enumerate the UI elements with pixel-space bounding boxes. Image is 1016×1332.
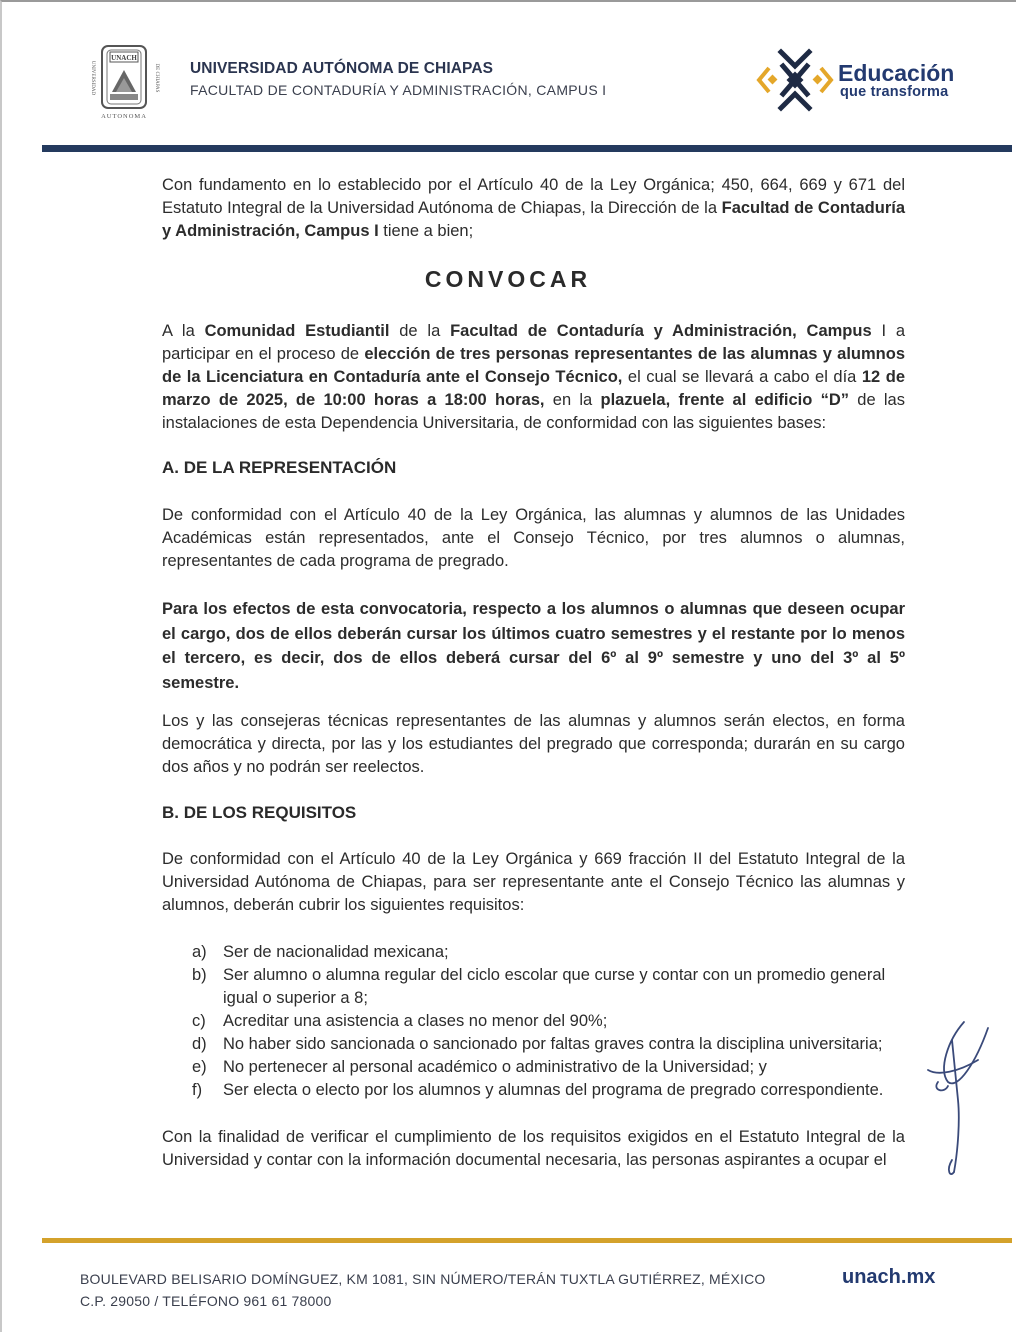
- representation-paragraph: De conformidad con el Artículo 40 de la Ley Orgánica, las alumnas y alumnos de las Unidades Académicas están representados, ante el Consejo Técnico, por tres alumnos o alumnas, representantes de cada programa de pregrado.: [162, 506, 905, 570]
- list-item: [192, 1079, 905, 1102]
- list-item: [192, 1033, 905, 1056]
- faculty-name: FACULTAD DE CONTADURÍA Y ADMINISTRACIÓN, CAMPUS I: [190, 82, 607, 98]
- convocation-paragraph: [162, 320, 905, 435]
- list-item-letter: f): [192, 1081, 203, 1099]
- text-run: elección de tres personas representantes de las alumnas y alumnos de la Licenciatura en Contaduría ante el Consejo Técnico,: [162, 345, 906, 386]
- text-run: de la: [389, 322, 451, 340]
- text-run: plazuela, frente al edificio “D”: [600, 391, 850, 409]
- section-heading-representation: A. DE LA REPRESENTACIÓN: [162, 458, 397, 477]
- list-item: [192, 1010, 905, 1033]
- text-run: I a participar en el proceso de: [162, 322, 906, 363]
- footer-website-link[interactable]: unach.mx: [842, 1266, 936, 1288]
- text-run: en la: [544, 391, 601, 409]
- list-item-letter: b): [192, 966, 207, 984]
- slogan-title: Educación: [838, 60, 955, 86]
- list-item-letter: e): [192, 1058, 207, 1076]
- text-run: Facultad de Contaduría y Administración, Campus I: [162, 199, 905, 240]
- list-item-text: Ser alumno o alumna regular del ciclo escolar que curse y contar con un promedio general igual o superior a 8;: [223, 966, 886, 1007]
- list-item-text: Ser electa o electo por los alumnos y alumnas del programa de pregrado correspondiente.: [223, 1081, 884, 1099]
- footer-postal-phone: C.P. 29050 / TELÉFONO 961 61 78000: [80, 1293, 332, 1309]
- text-run: el cual se llevará a cabo el día: [622, 368, 862, 386]
- seal-right-text: DE CHIAPAS: [154, 63, 159, 93]
- footer-divider: [42, 1238, 1012, 1243]
- handwritten-signature: [918, 1010, 998, 1180]
- text-run: Con fundamento en lo establecido por el Artículo 40 de la Ley Orgánica; 450, 664, 669 y 671 del Estatuto Integral de la Universidad Autónoma de Chiapas, la Dirección de la: [162, 176, 905, 217]
- section-heading-requirements: B. DE LOS REQUISITOS: [162, 803, 357, 822]
- university-name: UNIVERSIDAD AUTÓNOMA DE CHIAPAS: [190, 60, 494, 77]
- slogan-subtitle: que transforma: [840, 84, 949, 100]
- list-item-text: Acreditar una asistencia a clases no menor del 90%;: [223, 1012, 608, 1030]
- intro-paragraph: [162, 174, 905, 243]
- seal-bottom-text: AUTONOMA: [101, 113, 147, 120]
- text-run: tiene a bien;: [378, 222, 474, 240]
- requirements-list: [192, 941, 905, 1102]
- university-seal-icon: [80, 42, 168, 122]
- list-item: [192, 964, 905, 1010]
- text-run: Facultad de Contaduría y Administración, Campus: [450, 322, 872, 340]
- list-item: [192, 1056, 905, 1079]
- text-run: 12 de marzo de 2025, de 10:00 horas a 18:00 horas,: [162, 368, 905, 409]
- education-logo-icon: [755, 44, 835, 116]
- list-item-text: No haber sido sancionada o sancionado por faltas graves contra la disciplina universitaria;: [223, 1035, 883, 1053]
- requirements-intro-paragraph: De conformidad con el Artículo 40 de la Ley Orgánica y 669 fracción II del Estatuto Integral de la Universidad Autónoma de Chiapas, para ser representante ante el Consejo Técnico las alumnas y alumnos, deberán cubrir los siguientes requisitos:: [162, 850, 905, 914]
- document-title: CONVOCAR: [424, 266, 592, 292]
- list-item-text: No pertenecer al personal académico o administrativo de la Universidad; y: [223, 1058, 767, 1076]
- list-item-letter: c): [192, 1012, 206, 1030]
- seal-left-text: UNIVERSIDAD: [90, 60, 95, 96]
- text-run: Comunidad Estudiantil: [204, 322, 390, 340]
- list-item-letter: a): [192, 943, 207, 961]
- election-paragraph: Los y las consejeras técnicas representantes de las alumnas y alumnos serán electos, en forma democrática y directa, por las y los estudiantes del pregrado que corresponda; durarán en su cargo dos años y no podrán ser reelectos.: [162, 712, 905, 776]
- text-run: A la: [162, 322, 205, 340]
- footer-address: BOULEVARD BELISARIO DOMÍNGUEZ, KM 1081, SIN NÚMERO/TERÁN TUXTLA GUTIÉRREZ, MÉXICO: [80, 1271, 766, 1287]
- list-item: [192, 941, 905, 964]
- seal-top-text: UNACH: [111, 54, 137, 62]
- list-item-text: Ser de nacionalidad mexicana;: [223, 943, 449, 961]
- effects-paragraph: Para los efectos de esta convocatoria, respecto a los alumnos o alumnas que deseen ocupar el cargo, dos de ellos deberán cursar los últimos cuatro semestres y el restante por lo menos el tercero, es decir, dos de ellos deberá cursar del 6º al 9º semestre y uno del 3º al 5º semestre.: [162, 600, 905, 692]
- header-divider: [42, 145, 1012, 152]
- list-item-letter: d): [192, 1035, 207, 1053]
- text-run: de las instalaciones de esta Dependencia Universitaria, de conformidad con las siguientes bases:: [162, 391, 905, 432]
- verification-paragraph: Con la finalidad de verificar el cumplimiento de los requisitos exigidos en el Estatuto Integral de la Universidad y contar con la información documental necesaria, las personas aspirantes a ocupar el: [162, 1128, 905, 1169]
